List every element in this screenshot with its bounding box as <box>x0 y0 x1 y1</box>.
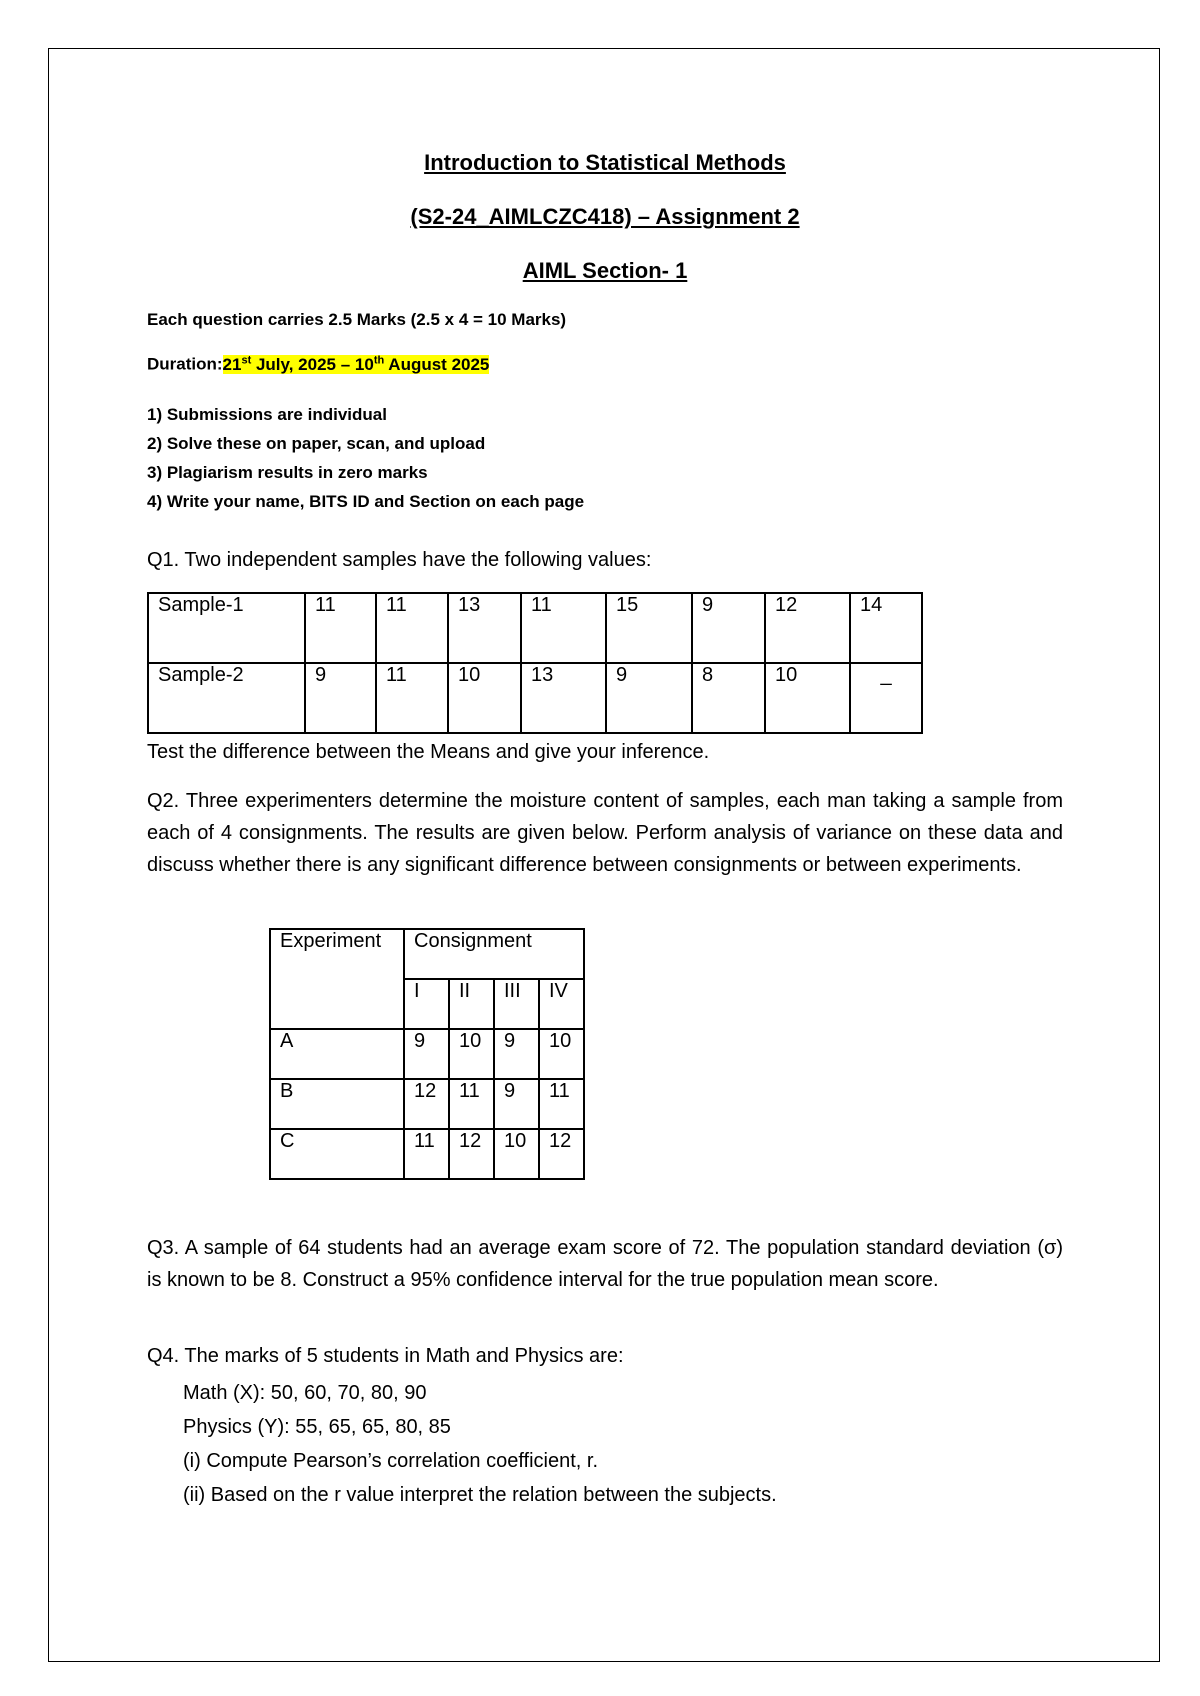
table-cell: Sample-1 <box>148 593 305 663</box>
rule-item: 4) Write your name, BITS ID and Section on each page <box>147 492 585 511</box>
table-cell: 12 <box>449 1129 494 1179</box>
rule-item: 1) Submissions are individual <box>147 405 387 424</box>
table-cell: 11 <box>376 593 448 663</box>
table-cell: 9 <box>494 1079 539 1129</box>
duration-day-1: 21 <box>222 354 242 374</box>
table-cell: 9 <box>692 593 765 663</box>
table-cell: 10 <box>494 1129 539 1179</box>
duration-mid-2: August 2025 <box>384 354 490 374</box>
table-row <box>270 929 584 979</box>
table-cell: 13 <box>521 663 606 733</box>
duration-mid-1: July, 2025 – 10 <box>251 354 374 374</box>
table-cell: 9 <box>404 1029 449 1079</box>
table-cell: 11 <box>305 593 376 663</box>
column-header: I <box>404 979 449 1029</box>
table-cell: 11 <box>521 593 606 663</box>
table-cell: 12 <box>539 1129 584 1179</box>
table-cell: 8 <box>692 663 765 733</box>
q4-line: Physics (Y): 55, 65, 65, 80, 85 <box>183 1416 451 1438</box>
q1-table <box>147 592 923 734</box>
q4-line: Math (X): 50, 60, 70, 80, 90 <box>183 1382 427 1404</box>
column-header: III <box>494 979 539 1029</box>
assignment-title: (S2-24_AIMLCZC418) – Assignment 2 <box>410 204 800 229</box>
table-cell: A <box>270 1029 404 1079</box>
q2-text: Q2. Three experimenters determine the moisture content of samples, each man taking a sample from each of 4 consignments. The results are given below. Perform analysis of variance on these data and discuss whether there is any significant difference between consignments or between experiments. <box>147 790 1063 876</box>
q4-text: Q4. The marks of 5 students in Math and Physics are: <box>147 1345 624 1367</box>
table-cell: _ <box>850 663 922 733</box>
duration-label: Duration: <box>147 354 223 374</box>
table-cell: 12 <box>765 593 850 663</box>
table-cell: 11 <box>539 1079 584 1129</box>
table-cell: 10 <box>448 663 521 733</box>
column-header: IV <box>539 979 584 1029</box>
table-cell: 9 <box>305 663 376 733</box>
table-cell: 9 <box>606 663 692 733</box>
rules-list <box>147 400 584 516</box>
table-cell: 10 <box>765 663 850 733</box>
table-row <box>148 593 922 663</box>
table-cell: 11 <box>449 1079 494 1129</box>
table-row <box>270 1079 584 1129</box>
marks-info: Each question carries 2.5 Marks (2.5 x 4 = 10 Marks) <box>147 310 567 329</box>
duration-suffix-2: th <box>373 354 385 366</box>
q4-line: (ii) Based on the r value interpret the relation between the subjects. <box>183 1484 777 1506</box>
duration-info <box>147 354 489 375</box>
table-cell: 15 <box>606 593 692 663</box>
table-cell: 10 <box>539 1029 584 1079</box>
table-cell: 14 <box>850 593 922 663</box>
table-cell: 9 <box>494 1029 539 1079</box>
q1-after-text: Test the difference between the Means and give your inference. <box>147 741 710 763</box>
table-cell: 10 <box>449 1029 494 1079</box>
q2-table <box>269 928 585 1180</box>
q4-lines <box>183 1376 777 1512</box>
rule-item: 2) Solve these on paper, scan, and upload <box>147 434 486 453</box>
experiment-header: Experiment <box>270 929 404 1029</box>
q1-text: Q1. Two independent samples have the following values: <box>147 549 652 571</box>
duration-dates <box>223 355 490 374</box>
table-cell: 11 <box>376 663 448 733</box>
duration-suffix-1: st <box>241 354 252 366</box>
table-row <box>270 1029 584 1079</box>
table-cell: C <box>270 1129 404 1179</box>
table-cell: 11 <box>404 1129 449 1179</box>
table-cell: B <box>270 1079 404 1129</box>
q3-text: Q3. A sample of 64 students had an average exam score of 72. The population standard deviation (σ) is known to be 8. Construct a 95% confidence interval for the true population mean score. <box>147 1237 1063 1291</box>
table-cell: 12 <box>404 1079 449 1129</box>
rule-item: 3) Plagiarism results in zero marks <box>147 463 428 482</box>
q4-line: (i) Compute Pearson’s correlation coefficient, r. <box>183 1450 599 1472</box>
section-title: AIML Section- 1 <box>522 258 688 283</box>
column-header: II <box>449 979 494 1029</box>
table-cell: Sample-2 <box>148 663 305 733</box>
course-title: Introduction to Statistical Methods <box>424 150 786 175</box>
table-row <box>148 663 922 733</box>
table-row <box>270 1129 584 1179</box>
table-cell: 13 <box>448 593 521 663</box>
consignment-header: Consignment <box>404 929 584 979</box>
